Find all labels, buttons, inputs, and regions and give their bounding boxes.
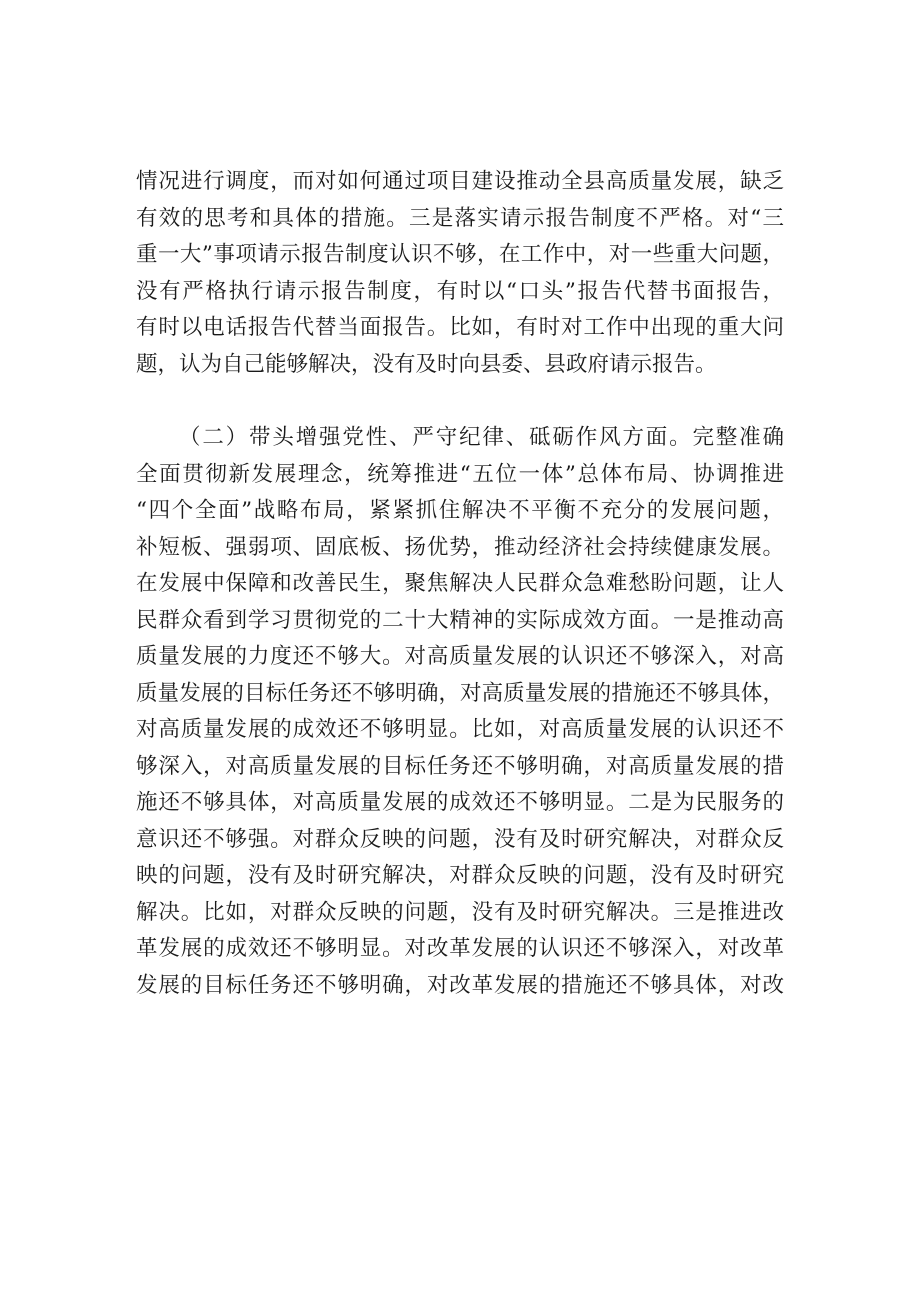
text-line: 映的问题，没有及时研究解决，对群众反映的问题，没有及时研究 [136, 863, 784, 888]
paragraph-2 [136, 420, 784, 1004]
text-line: 施还不够具体，对高质量发展的成效还不够明显。二是为民服务的 [136, 790, 784, 815]
text-line: 民群众看到学习贯彻党的二十大精神的实际成效方面。一是推动高 [136, 607, 784, 633]
text-line: 在发展中保障和改善民生，聚焦解决人民群众急难愁盼问题，让人 [136, 571, 784, 596]
text-line: 补短板、强弱项、固底板、扬优势，推动经济社会持续健康发展。 [136, 534, 784, 560]
text-line: 革发展的成效还不够明显。对改革发展的认识还不够深入，对改革 [136, 936, 784, 961]
text-line: 情况进行调度，而对如何通过项目建设推动全县高质量发展，缺乏 [136, 169, 784, 194]
text-line: 没有严格执行请示报告制度，有时以“口头”报告代替书面报告， [136, 278, 784, 304]
section-heading-line: （二）带头增强党性、严守纪律、砥砺作风方面。完整准确 [179, 425, 784, 450]
text-line: 对高质量发展的成效还不够明显。比如，对高质量发展的认识还不 [136, 717, 784, 742]
text-line: 全面贯彻新发展理念，统筹推进“五位一体”总体布局、协调推进 [136, 461, 784, 487]
text-line: 质量发展的目标任务还不够明确，对高质量发展的措施还不够具体， [136, 680, 784, 706]
paragraph-1 [136, 164, 784, 383]
text-line: 质量发展的力度还不够大。对高质量发展的认识还不够深入，对高 [136, 644, 784, 669]
text-line: 够深入，对高质量发展的目标任务还不够明确，对高质量发展的措 [136, 753, 784, 779]
text-line: 解决。比如，对群众反映的问题，没有及时研究解决。三是推进改 [136, 899, 784, 925]
text-line: 有效的思考和具体的措施。三是落实请示报告制度不严格。对“三 [136, 205, 784, 231]
text-line: “四个全面”战略布局，紧紧抓住解决不平衡不充分的发展问题， [136, 498, 784, 523]
text-line: 重一大”事项请示报告制度认识不够，在工作中，对一些重大问题， [136, 242, 784, 267]
text-line: 发展的目标任务还不够明确，对改革发展的措施还不够具体，对改 [136, 972, 784, 998]
text-line: 意识还不够强。对群众反映的问题，没有及时研究解决，对群众反 [136, 826, 784, 852]
text-line: 题，认为自己能够解决，没有及时向县委、县政府请示报告。 [136, 351, 717, 377]
text-line: 有时以电话报告代替当面报告。比如，有时对工作中出现的重大问 [136, 315, 784, 340]
